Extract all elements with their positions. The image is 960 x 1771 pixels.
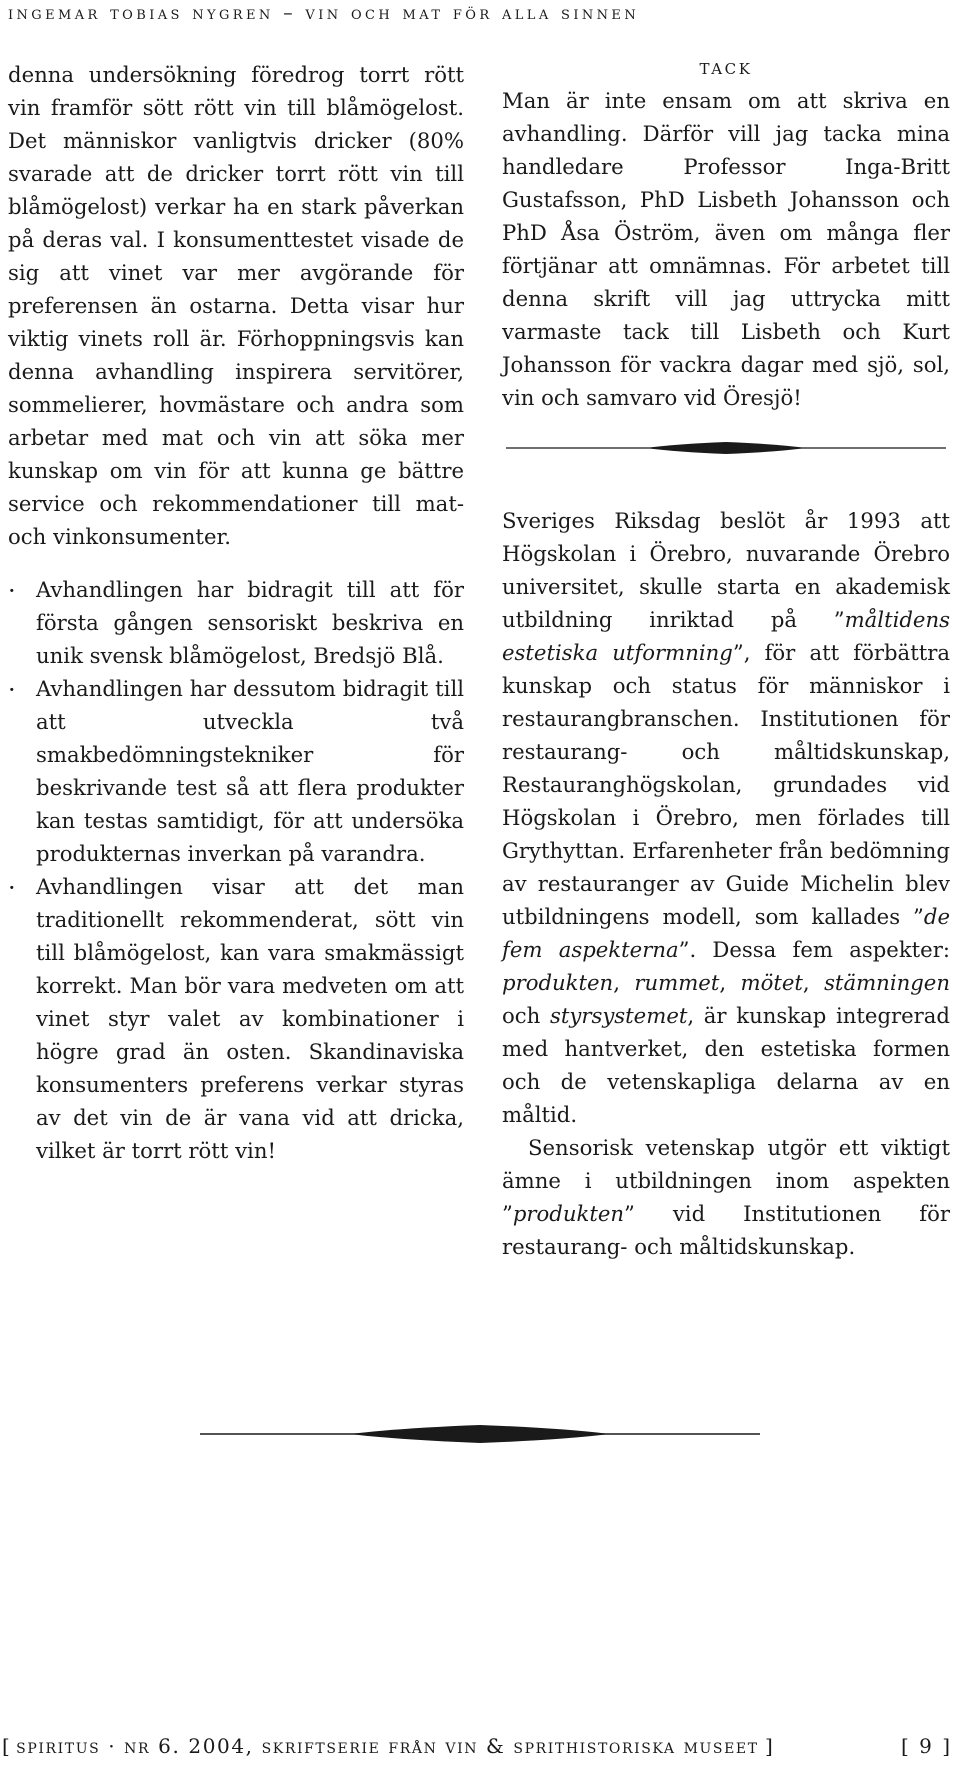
journal-citation: spiritus · nr 6. 2004, skriftserie från vin & sprithistoriska museet	[16, 1734, 759, 1758]
italic-term: mötet	[740, 970, 803, 995]
list-item: · Avhandlingen har bidragit till att för första gången sensoriskt beskriva en unik svensk blåmögelost, Bredsjö Blå.	[8, 573, 464, 672]
running-head: ingemar tobias nygren – vin och mat för alla sinnen	[8, 2, 640, 24]
conclusion-list	[8, 573, 464, 1167]
left-column	[8, 58, 464, 1167]
text-run: ” vid Institutionen för restaurang- och måltidskunskap.	[502, 1201, 950, 1259]
text-run: ,	[613, 970, 635, 995]
italic-term: måltidens estetiska utformning	[502, 607, 950, 665]
history-paragraph	[502, 504, 950, 1131]
section-heading-tack: tack	[699, 55, 753, 79]
intro-paragraph: denna undersökning föredrog torrt rött vin framför sött rött vin till blåmögelost. Det människor vanligtvis dricker (80% svarade att de dricker torrt rött vin till blåmögelost) verkar ha en stark påverkan på deras val. I konsumenttestet visade de sig att vinet var mer avgörande för preferensen än ostarna. Detta visar hur viktig vinets roll är. Förhoppningsvis kan denna avhandling inspirera servitörer, sommelierer, hovmästare och andra som arbetar med mat och vin att söka mer kunskap om vin för att kunna ge bättre service och rekommendationer till mat- och vinkonsumenter.	[8, 62, 464, 549]
text-run: ,	[802, 970, 825, 995]
italic-term: produkten	[512, 1201, 625, 1226]
sensory-paragraph	[502, 1131, 950, 1263]
ornamental-rule	[506, 440, 946, 456]
italic-term: produkten	[502, 970, 614, 995]
text-run: och	[502, 1003, 550, 1028]
page-footer	[2, 1734, 952, 1758]
text-run: ,	[719, 970, 741, 995]
acknowledgement-paragraph: Man är inte ensam om att skriva en avhandling. Därför vill jag tacka mina handledare Professor Inga-Britt Gustafsson, PhD Lisbeth Johansson och PhD Åsa Öström, även om många fler förtjänar att omnämnas. För arbetet till denna skrift vill jag uttrycka mitt varmaste tack till Lisbeth och Kurt Johansson för vackra dagar med sjö, sol, vin och samvaro vid Öresjö!	[502, 88, 950, 410]
text-run: Sensorisk vetenskap utgör ett viktigt ämne i utbildningen inom aspekten ”	[502, 1135, 950, 1226]
footer-bracket: [	[2, 1734, 10, 1758]
italic-term: de fem aspekterna	[502, 904, 950, 962]
italic-term: rummet	[634, 970, 720, 995]
ornamental-rule-bottom	[200, 1422, 760, 1446]
text-run: Sveriges Riksdag beslöt år 1993 att Högskolan i Örebro, nuvarande Örebro universitet, skulle starta en akademisk utbildning inriktad på ”	[502, 508, 950, 632]
italic-term: stämningen	[824, 970, 950, 995]
footer-bracket: ]	[765, 1734, 773, 1758]
text-run: ”, för att förbättra kunskap och status för människor i restaurangbranschen. Institutionen för restaurang- och måltidskunskap, Restauranghögskolan, grundades vid Högskolan i Örebro, men förlades till Grythyttan. Erfarenheter från bedömning av restauranger av Guide Michelin blev utbildningens modell, som kallades ”	[502, 640, 950, 929]
list-item: · Avhandlingen visar att det man traditionellt rekommenderat, sött vin till blåmögelost, kan vara smakmässigt korrekt. Man bör vara medveten om att vinet styr valet av kombinationer i högre grad än osten. Skandinaviska konsumenters preferens verkar styras av det vin de är vana vid att dricka, vilket är torrt rött vin!	[8, 870, 464, 1167]
italic-term: styrsystemet	[549, 1003, 688, 1028]
right-column	[502, 55, 950, 1263]
page-number: [ 9 ]	[900, 1734, 952, 1758]
text-run: ”. Dessa fem aspekter:	[678, 937, 950, 962]
list-item: · Avhandlingen har dessutom bidragit till att utveckla två smakbedömningstekniker för beskrivande test så att flera produkter kan testas samtidigt, för att undersöka produkternas inverkan på varandra.	[8, 672, 464, 870]
text-run: , är kunskap integrerad med hantverket, den estetiska formen och de vetenskapliga delarna av en måltid.	[502, 1003, 950, 1127]
